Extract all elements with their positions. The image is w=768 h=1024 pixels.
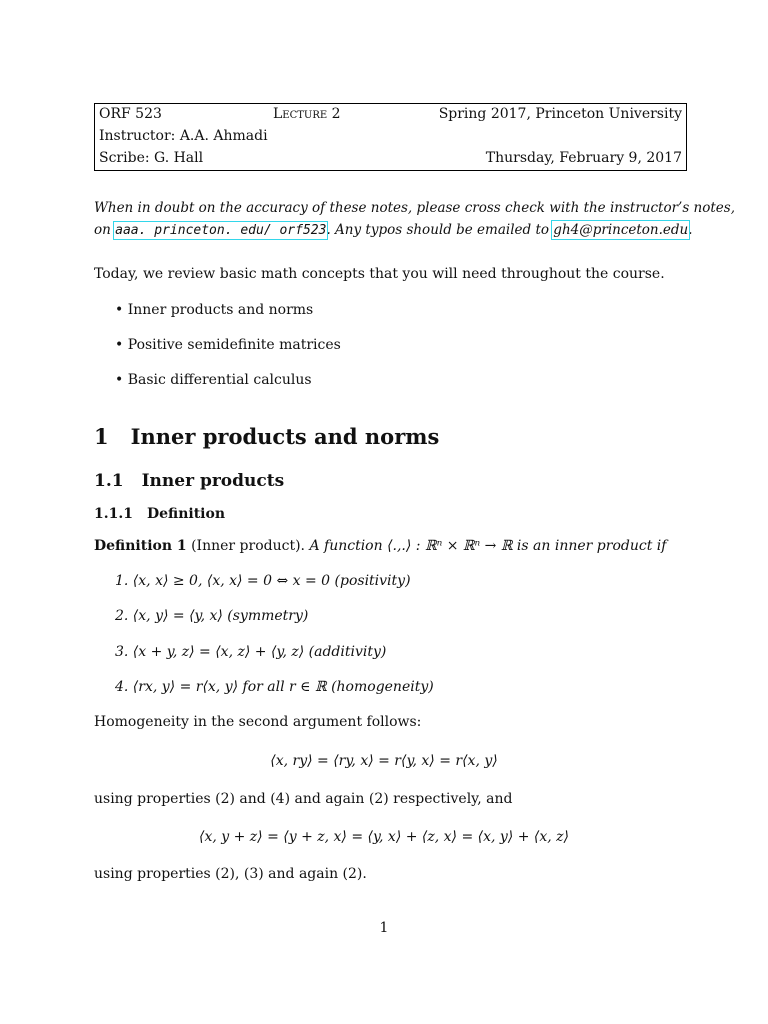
equation-homogeneity: ⟨x, ry⟩ = ⟨ry, x⟩ = r⟨y, x⟩ = r⟨x, y⟩ [270,753,498,769]
course-url-link[interactable]: aaa. princeton. edu/ orf523 [115,223,327,238]
bullet-icon: • [115,302,124,318]
lecture-header-box [94,103,687,171]
homogeneity-text: Homogeneity in the second argument follows: [94,714,422,730]
notice-mid: . Any typos should be emailed to [326,222,554,238]
subsubsection-heading [94,506,225,522]
term: Spring 2017, Princeton University [438,106,682,122]
property-additivity: 3. ⟨x + y, z⟩ = ⟨x, z⟩ + ⟨y, z⟩ (additivity) [115,644,387,660]
definition-text: A function ⟨.,.⟩ : ℝⁿ × ℝⁿ → ℝ is an inner product if [309,538,667,554]
subsubsection-number: 1.1.1 [94,506,133,522]
using-text-1: using properties (2) and (4) and again (2) respectively, and [94,791,513,807]
section-title: Inner products and norms [130,424,440,449]
notice-line-2 [94,222,693,238]
list-item: • Inner products and norms [115,302,314,318]
subsection-number: 1.1 [94,471,124,491]
bullet-icon: • [115,337,124,353]
using-text-2: using properties (2), (3) and again (2). [94,866,367,882]
course-code: ORF 523 [99,106,162,122]
equation-additivity: ⟨x, y + z⟩ = ⟨y + z, x⟩ = ⟨y, x⟩ + ⟨z, x⟩ = ⟨x, y⟩ + ⟨x, z⟩ [198,829,569,845]
property-positivity: 1. ⟨x, x⟩ ≥ 0, ⟨x, x⟩ = 0 ⇔ x = 0 (positivity) [115,573,411,589]
list-item: • Positive semidefinite matrices [115,337,341,353]
definition-name: (Inner product). [191,538,305,554]
property-symmetry: 2. ⟨x, y⟩ = ⟨y, x⟩ (symmetry) [115,608,309,624]
bullet-icon: • [115,372,124,388]
subsubsection-title: Definition [146,506,226,522]
subsection-heading [94,471,284,491]
notice-line-1: When in doubt on the accuracy of these notes, please cross check with the instructor’s notes, [94,200,736,216]
lecture-number: Lecture 2 [273,106,341,122]
definition-label: Definition 1 [94,538,187,554]
email-link[interactable]: gh4@princeton.edu [553,222,689,238]
property-homogeneity: 4. ⟨rx, y⟩ = r⟨x, y⟩ for all r ∈ ℝ (homogeneity) [115,679,434,695]
scribe: Scribe: G. Hall [99,150,204,166]
list-item: • Basic differential calculus [115,372,312,388]
lecture-date: Thursday, February 9, 2017 [485,150,682,166]
intro-text: Today, we review basic math concepts that you will need throughout the course. [94,266,665,282]
page-number: 1 [379,920,389,936]
instructor: Instructor: A.A. Ahmadi [99,128,268,144]
section-number: 1 [94,424,109,449]
notice-on: on [94,222,116,238]
section-heading [94,424,439,449]
notice-end: . [688,222,693,238]
subsection-title: Inner products [141,471,285,491]
definition [94,538,666,554]
